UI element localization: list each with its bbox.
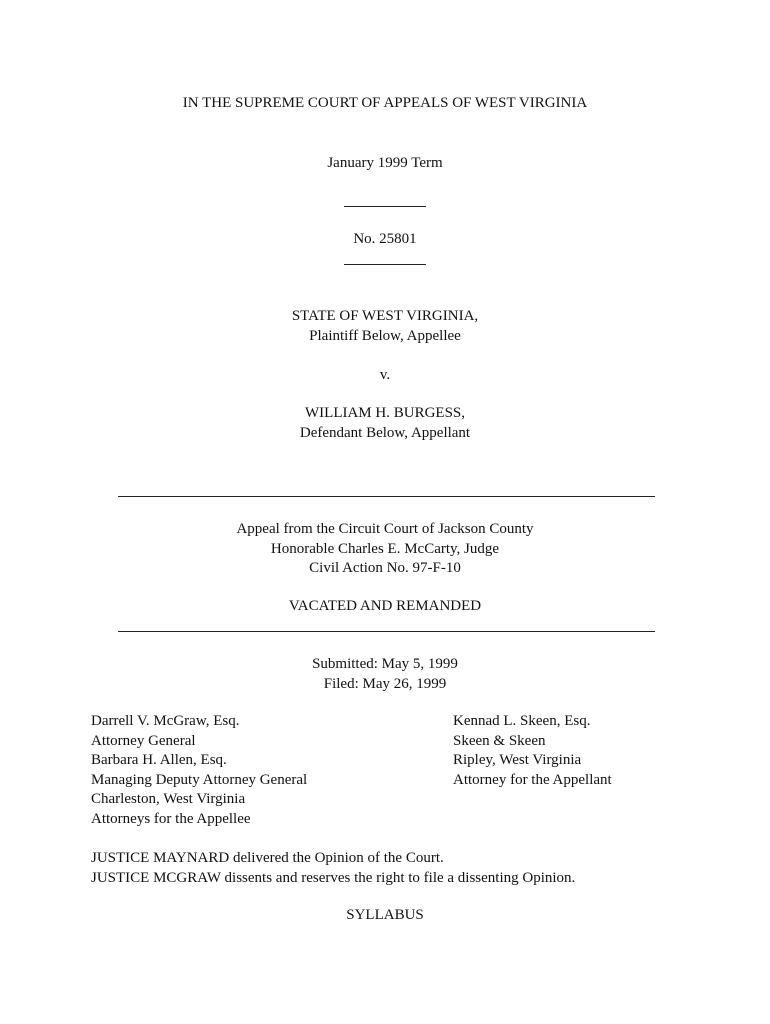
syllabus-heading: SYLLABUS bbox=[346, 907, 424, 923]
versus: v. bbox=[379, 367, 391, 383]
appeal-judge: Honorable Charles E. McCarty, Judge bbox=[270, 541, 500, 557]
divider-rule bbox=[344, 206, 426, 207]
counsel-line: Attorney for the Appellant bbox=[453, 771, 612, 788]
appellant-counsel-block bbox=[453, 712, 612, 790]
counsel-line: Charleston, West Virginia bbox=[91, 791, 246, 807]
counsel-line: Ripley, West Virginia bbox=[453, 752, 582, 768]
civil-action-number: Civil Action No. 97-F-10 bbox=[309, 560, 461, 576]
case-number: No. 25801 bbox=[353, 231, 417, 247]
counsel-line: Managing Deputy Attorney General bbox=[91, 771, 308, 788]
appellee-role: Plaintiff Below, Appellee bbox=[309, 328, 461, 344]
court-heading: IN THE SUPREME COURT OF APPEALS OF WEST VIRGINIA bbox=[182, 95, 588, 111]
counsel-line: Skeen & Skeen bbox=[453, 732, 546, 749]
appellant-role: Defendant Below, Appellant bbox=[299, 425, 471, 441]
disposition: VACATED AND REMANDED bbox=[288, 598, 482, 614]
section-rule bbox=[118, 496, 655, 497]
section-rule bbox=[118, 631, 655, 632]
filed-date: Filed: May 26, 1999 bbox=[323, 676, 447, 692]
counsel-line: Attorneys for the Appellee bbox=[91, 810, 251, 827]
appellee-counsel-block bbox=[91, 712, 307, 829]
counsel-line: Attorney General bbox=[91, 732, 196, 749]
appellee-name: STATE OF WEST VIRGINIA, bbox=[291, 308, 479, 324]
dissent-statement: JUSTICE MCGRAW dissents and reserves the right to file a dissenting Opinion. bbox=[91, 870, 576, 886]
appeal-source: Appeal from the Circuit Court of Jackson County bbox=[236, 521, 534, 537]
term-line: January 1999 Term bbox=[327, 155, 443, 171]
counsel-line: Kennad L. Skeen, Esq. bbox=[453, 713, 591, 729]
counsel-line: Darrell V. McGraw, Esq. bbox=[91, 713, 240, 729]
counsel-line: Barbara H. Allen, Esq. bbox=[91, 752, 227, 768]
appellant-name: WILLIAM H. BURGESS, bbox=[305, 405, 465, 421]
opinion-delivered: JUSTICE MAYNARD delivered the Opinion of the Court. bbox=[91, 850, 444, 866]
submitted-date: Submitted: May 5, 1999 bbox=[312, 656, 458, 672]
divider-rule bbox=[344, 264, 426, 265]
